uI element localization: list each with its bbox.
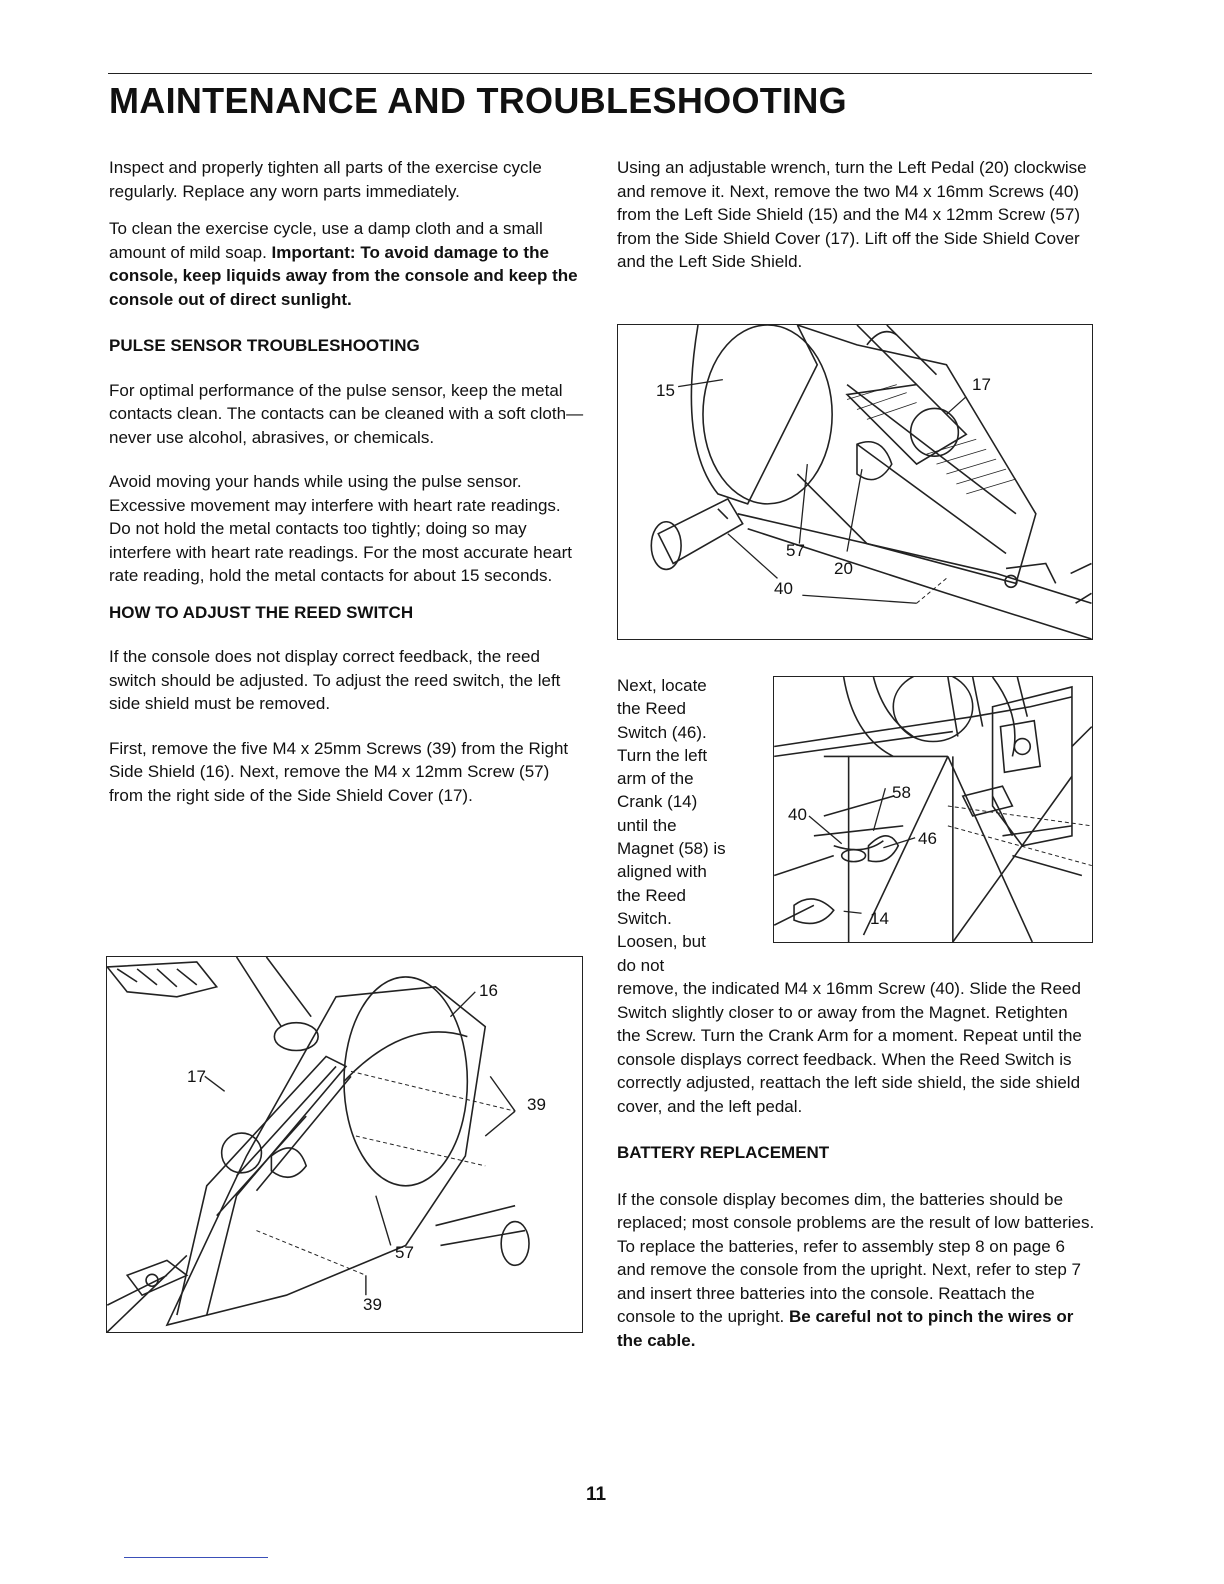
- fig-right1-label-40: 40: [774, 579, 793, 598]
- fig-right1-label-57: 57: [786, 541, 805, 560]
- reed-switch-illustration: [774, 677, 1092, 942]
- locate-line: do not: [617, 955, 665, 975]
- locate-line: Turn the left: [617, 745, 708, 765]
- right-column-bottom: [617, 977, 1095, 1352]
- pedal-paragraph: Using an adjustable wrench, turn the Left Pedal (20) clockwise and remove it. Next, remove the two M4 x 16mm Screws (40) from the Left Side Shield (15) and the M4 x 12mm Screw (57) from the Side Shield Cover (17). Lift off the Side Shield Cover and the Left Side Shield.: [617, 158, 1087, 271]
- locate-line: the Reed: [617, 699, 686, 719]
- title-rule: [108, 73, 1092, 74]
- reed-locate-lines: [617, 674, 767, 977]
- battery-heading: BATTERY REPLACEMENT: [617, 1143, 830, 1162]
- fig-right2-label-58: 58: [892, 783, 911, 802]
- figure-right-side-shield: [106, 956, 583, 1333]
- fig-left-label-16: 16: [479, 981, 498, 1000]
- locate-line: the Reed: [617, 885, 686, 905]
- reed-paragraph-1: If the console does not display correct feedback, the reed switch should be adjusted. To adjust the reed switch, the left side shield must be removed.: [109, 647, 561, 713]
- battery-warning: Be careful not to pinch the wires or the cable.: [617, 1307, 1074, 1350]
- locate-line: Magnet (58) is: [617, 839, 726, 859]
- reed-adjust-paragraph: remove, the indicated M4 x 16mm Screw (40). Slide the Reed Switch slightly closer to or away from the Magnet. Retighten the Screw. Turn the Crank Arm for a moment. Repeat until the console displays correct feedback. When the Reed Switch is correctly adjusted, reattach the left side shield, the side shield cover, and the left pedal.: [617, 979, 1082, 1116]
- page-title: MAINTENANCE AND TROUBLESHOOTING: [109, 80, 847, 121]
- battery-text: If the console display becomes dim, the batteries should be replaced; most console problems are the result of low batteries. To replace the batteries, refer to assembly step 8 on page 6 and remove the console from the upright. Next, refer to step 7 and insert three batteries into the console. Reattach the console to the upright.: [617, 1189, 1095, 1326]
- fig-right1-label-17: 17: [972, 375, 991, 394]
- pulse-paragraph-1: For optimal performance of the pulse sensor, keep the metal contacts clean. The contacts can be cleaned with a soft cloth—never use alcohol, abrasives, or chemicals.: [109, 380, 584, 447]
- locate-line: aligned with: [617, 862, 707, 882]
- fig-right1-label-20: 20: [834, 559, 853, 578]
- reed-paragraph-2: First, remove the five M4 x 25mm Screws (39) from the Right Side Shield (16). Next, remove the M4 x 12mm Screw (57) from the right side of the Side Shield Cover (17).: [109, 738, 569, 805]
- locate-line: Loosen, but: [617, 932, 706, 952]
- clean-warning: Important: To avoid damage to the console, keep liquids away from the console and keep the console out of direct sunlight.: [109, 242, 578, 309]
- fig-right1-label-15: 15: [656, 381, 675, 400]
- right-side-shield-illustration: [107, 957, 582, 1332]
- locate-line: until the: [617, 815, 677, 835]
- clean-paragraph: [109, 217, 587, 311]
- fig-right2-label-46: 46: [918, 829, 937, 848]
- left-side-shield-illustration: [618, 325, 1092, 639]
- page-number: 11: [586, 1484, 607, 1505]
- locate-line: Switch (46).: [617, 722, 707, 742]
- battery-paragraph: [617, 1188, 1095, 1353]
- bottom-rule: [124, 1557, 268, 1558]
- right-column-top: [617, 156, 1095, 274]
- locate-line: Crank (14): [617, 792, 698, 812]
- fig-right2-label-40: 40: [788, 805, 807, 824]
- locate-line: Next, locate: [617, 676, 707, 695]
- locate-line: Switch.: [617, 908, 672, 928]
- figure-left-side-shield: [617, 324, 1093, 640]
- fig-left-label-39a: 39: [527, 1095, 546, 1114]
- clean-text: To clean the exercise cycle, use a damp cloth and a small amount of mild soap.: [109, 219, 543, 262]
- left-column: [109, 156, 587, 807]
- pulse-heading: PULSE SENSOR TROUBLESHOOTING: [109, 336, 420, 355]
- fig-right2-label-14: 14: [870, 909, 889, 928]
- fig-left-label-57: 57: [395, 1243, 414, 1262]
- pulse-paragraph-2: Avoid moving your hands while using the pulse sensor. Excessive movement may interfere with heart rate readings. Do not hold the metal contacts too tightly; doing so may interfere with heart rate readings. For the most accurate heart rate reading, hold the metal contacts for about 15 seconds.: [109, 472, 573, 585]
- fig-left-label-17: 17: [187, 1067, 206, 1086]
- figure-reed-switch: [773, 676, 1093, 943]
- locate-line: arm of the: [617, 769, 694, 789]
- inspect-paragraph: Inspect and properly tighten all parts of the exercise cycle regularly. Replace any worn parts immediately.: [109, 158, 542, 201]
- fig-left-label-39b: 39: [363, 1295, 382, 1314]
- reed-heading: HOW TO ADJUST THE REED SWITCH: [109, 602, 414, 622]
